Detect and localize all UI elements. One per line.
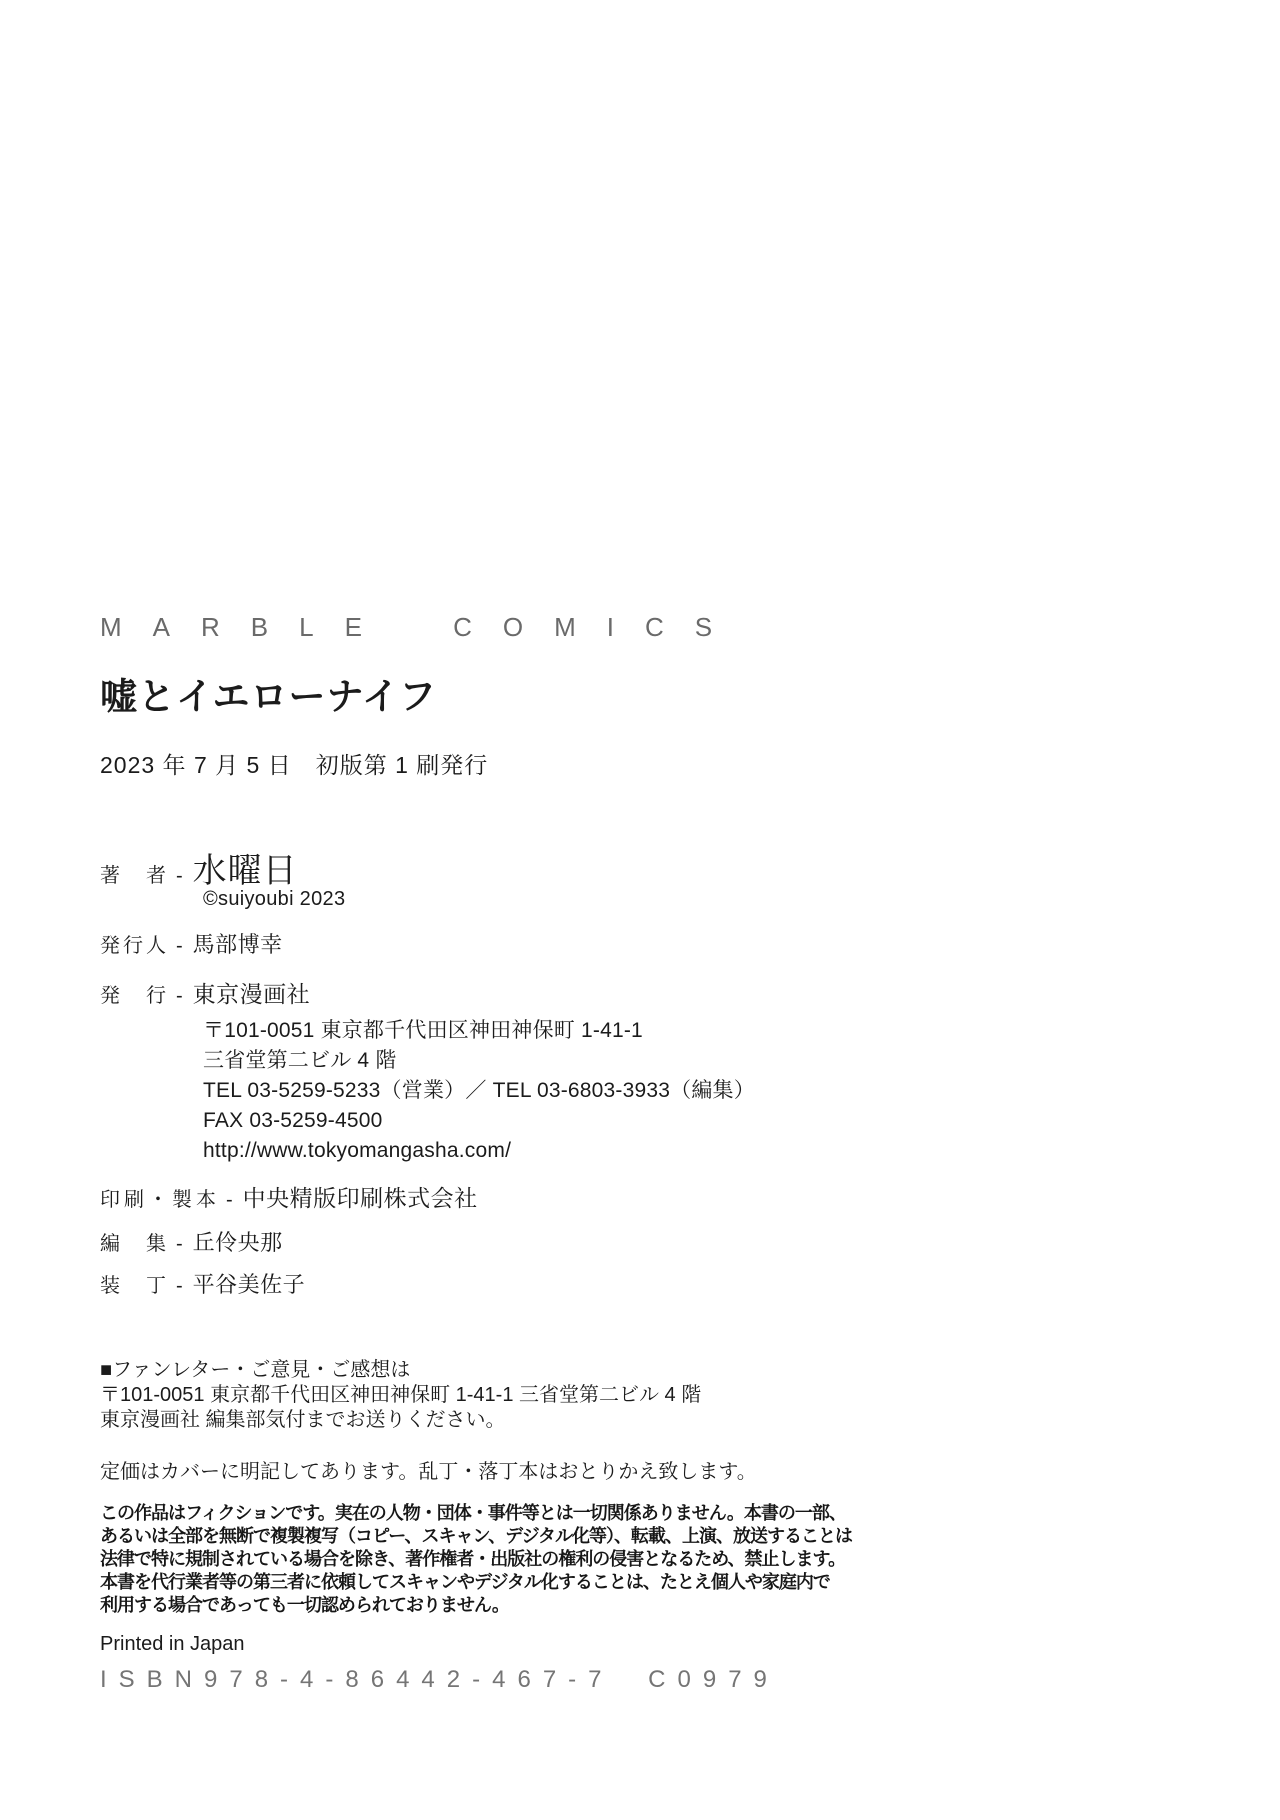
author-name: 水曜日	[192, 852, 298, 890]
copyright-line: ©suiyoubi 2023	[203, 888, 346, 910]
editing-label: 編集	[100, 1233, 166, 1255]
credit-row-design	[100, 1268, 305, 1299]
designer-name: 平谷美佐子	[192, 1272, 306, 1297]
credit-separator: -	[176, 865, 183, 887]
editor-name: 丘伶央那	[192, 1230, 283, 1255]
disclaimer-line: 法律で特に規制されている場合を除き、著作権者・出版社の権利の侵害となるため、禁止します。	[100, 1549, 846, 1569]
credit-row-editing	[100, 1226, 283, 1257]
disclaimer-line: 本書を代行業者等の第三者に依頼してスキャンやデジタル化することは、たとえ個人や家庭内で	[100, 1572, 830, 1592]
postal-address-line: 〒101-0051 東京都千代田区神田神保町 1-41-1	[203, 1019, 643, 1042]
disclaimer-line: あるいは全部を無断で複製複写（コピー、スキャン、デジタル化等）、転載、上演、放送することは	[100, 1526, 853, 1546]
isbn-line: ISBN978-4-86442-467-7 C0979	[100, 1666, 779, 1693]
credit-row-author	[100, 843, 298, 892]
fan-letter-address: 〒101-0051 東京都千代田区神田神保町 1-41-1 三省堂第二ビル 4 階	[100, 1384, 702, 1406]
edition-line: 2023 年 7 月 5 日 初版第 1 刷発行	[100, 752, 489, 778]
fan-letter-block	[100, 1358, 701, 1433]
fan-letter-heading: ■ファンレター・ご意見・ご感想は	[100, 1359, 411, 1381]
credit-row-publisher-person	[100, 928, 283, 959]
publisher-person-label: 発行人	[100, 935, 166, 957]
publisher-person-name: 馬部博幸	[192, 932, 283, 957]
credit-separator: -	[176, 1275, 183, 1297]
credit-separator: -	[226, 1189, 233, 1211]
printed-in-japan: Printed in Japan	[100, 1633, 245, 1655]
price-note: 定価はカバーに明記してあります。乱丁・落丁本はおとりかえ致します。	[100, 1461, 757, 1483]
design-label: 装丁	[100, 1275, 166, 1297]
credit-separator: -	[176, 935, 183, 957]
publisher-name: 東京漫画社	[192, 981, 311, 1007]
credit-separator: -	[176, 1233, 183, 1255]
disclaimer-line: この作品はフィクションです。実在の人物・団体・事件等とは一切関係ありません。本書の一部、	[100, 1503, 846, 1523]
credit-row-publisher	[100, 976, 310, 1009]
copyright-disclaimer	[100, 1502, 852, 1617]
author-label: 著者	[100, 865, 166, 887]
credit-separator: -	[176, 985, 183, 1007]
publisher-label: 発行	[100, 985, 166, 1007]
website-url: http://www.tokyomangasha.com/	[203, 1139, 512, 1162]
printing-label: 印刷・製本	[100, 1189, 216, 1211]
fan-letter-recipient: 東京漫画社 編集部気付までお送りください。	[100, 1409, 506, 1431]
book-title: 嘘とイエローナイフ	[100, 676, 437, 717]
disclaimer-line: 利用する場合であっても一切認められておりません。	[100, 1595, 509, 1615]
fax-line: FAX 03-5259-4500	[203, 1109, 383, 1132]
imprint-logo: MARBLE COMICS	[100, 612, 744, 642]
tel-line: TEL 03-5259-5233（営業）／ TEL 03-6803-3933（編集）	[203, 1079, 755, 1102]
printing-company: 中央精版印刷株式会社	[242, 1185, 478, 1211]
building-line: 三省堂第二ビル 4 階	[203, 1049, 397, 1072]
publisher-address-block	[203, 1016, 755, 1166]
credit-row-printing	[100, 1180, 478, 1213]
